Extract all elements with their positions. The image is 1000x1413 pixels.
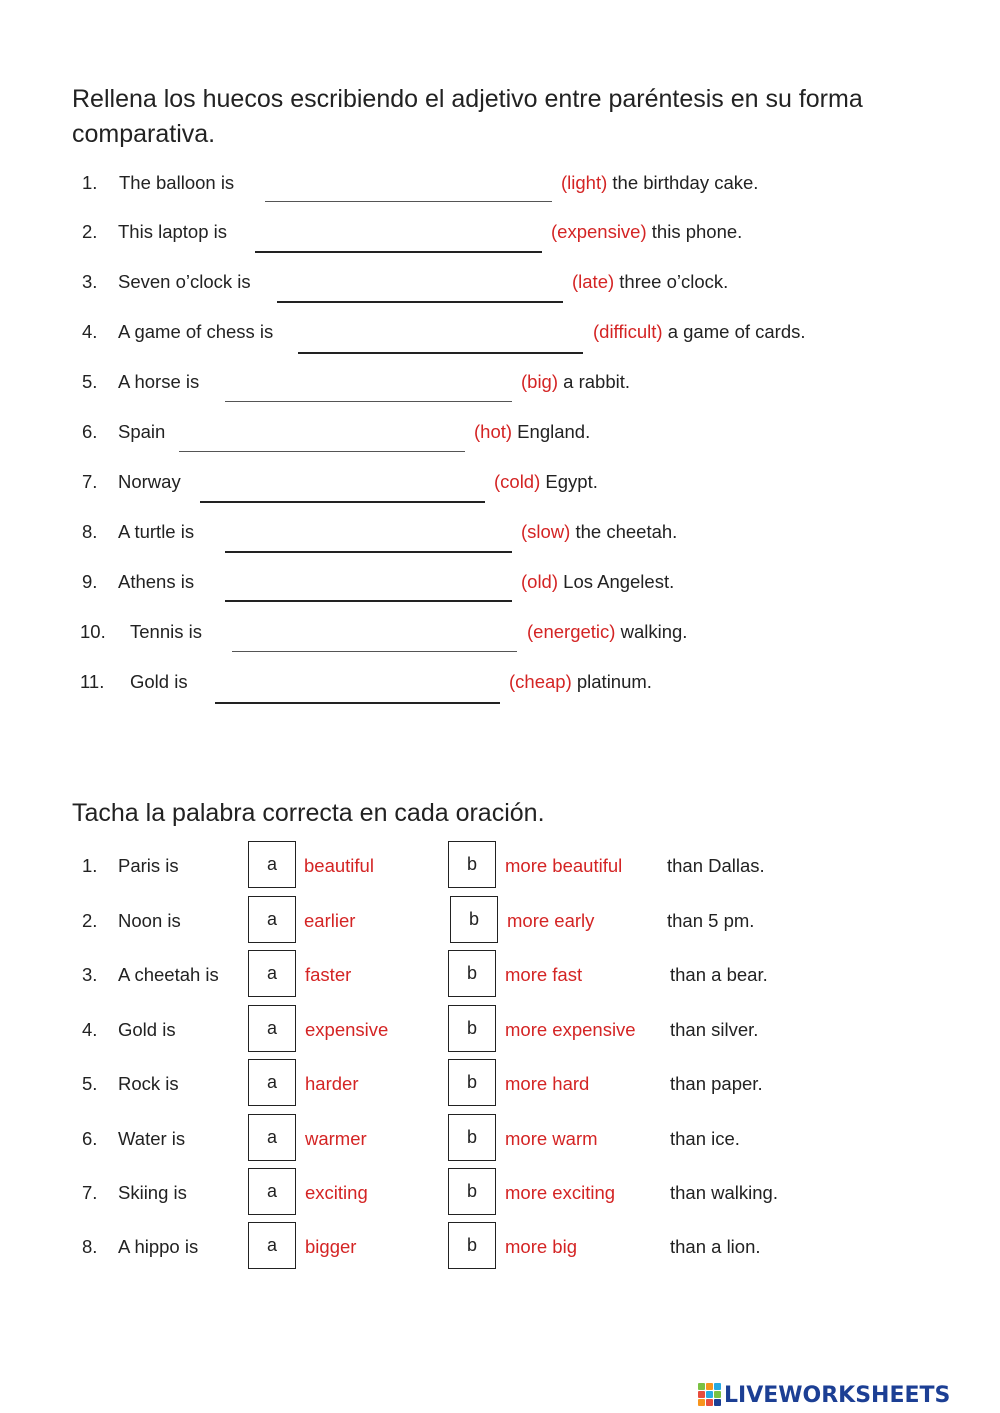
option-a-word[interactable]: beautiful xyxy=(304,855,374,876)
item-rest: three o’clock. xyxy=(614,271,729,292)
item-tail xyxy=(474,417,590,447)
item-rest: the birthday cake. xyxy=(607,172,759,193)
item-rest: a rabbit. xyxy=(558,371,631,392)
fill-item-3 xyxy=(0,267,1000,297)
option-a-box[interactable]: a xyxy=(248,841,296,888)
fill-item-10 xyxy=(0,617,1000,647)
logo-square-red-2 xyxy=(706,1399,713,1406)
item-number: 2. xyxy=(82,910,98,931)
item-tail xyxy=(521,567,674,597)
item-rest: platinum. xyxy=(571,671,652,692)
option-a-box[interactable]: a xyxy=(248,1005,296,1052)
fill-item-4 xyxy=(0,317,1000,347)
item-number: 7. xyxy=(82,471,98,492)
answer-input-2[interactable] xyxy=(255,223,542,253)
answer-input-9[interactable] xyxy=(225,572,512,602)
adjective-hint: (big) xyxy=(521,371,559,392)
adjective-hint: (old) xyxy=(521,571,559,592)
answer-input-7[interactable] xyxy=(200,473,485,503)
logo-mark-icon xyxy=(698,1383,722,1407)
item-number: 10. xyxy=(80,621,106,642)
adjective-hint: (expensive) xyxy=(551,221,647,242)
item-tail xyxy=(521,517,677,547)
item-number: 2. xyxy=(82,221,98,242)
logo-square-green xyxy=(698,1383,705,1390)
logo-square-green-2 xyxy=(714,1391,721,1398)
item-stem: A game of chess is xyxy=(118,321,274,342)
option-a-box[interactable]: a xyxy=(248,1168,296,1215)
choice-item-5 xyxy=(0,1059,1000,1109)
answer-input-8[interactable] xyxy=(225,523,512,553)
option-a-box[interactable]: a xyxy=(248,950,296,997)
logo-square-orange-2 xyxy=(698,1399,705,1406)
answer-input-6[interactable] xyxy=(179,422,465,452)
item-stem: Noon is xyxy=(118,910,181,931)
item-stem: A cheetah is xyxy=(118,964,219,985)
choice-item-7 xyxy=(0,1168,1000,1218)
item-rest: this phone. xyxy=(646,221,743,242)
item-than: than silver. xyxy=(670,1019,759,1040)
item-than: than a bear. xyxy=(670,964,768,985)
section1-title: Rellena los huecos escribiendo el adjetivo entre paréntesis en su forma comparativa. xyxy=(72,85,863,148)
item-than: than Dallas. xyxy=(667,855,765,876)
option-b-word[interactable]: more fast xyxy=(505,964,583,985)
adjective-hint: (hot) xyxy=(474,421,513,442)
option-b-word[interactable]: more big xyxy=(505,1236,577,1257)
item-number: 7. xyxy=(82,1182,98,1203)
item-number: 6. xyxy=(82,421,98,442)
item-number: 9. xyxy=(82,571,98,592)
option-a-word[interactable]: warmer xyxy=(305,1128,367,1149)
item-rest: England. xyxy=(512,421,591,442)
item-than: than walking. xyxy=(670,1182,778,1203)
logo-text: LIVEWORKSHEETS xyxy=(724,1382,951,1408)
item-stem: Water is xyxy=(118,1128,186,1149)
item-stem: Athens is xyxy=(118,571,195,592)
option-a-box[interactable]: a xyxy=(248,1114,296,1161)
item-tail xyxy=(551,217,742,247)
item-number: 6. xyxy=(82,1128,98,1149)
choice-item-3 xyxy=(0,950,1000,1000)
option-a-word[interactable]: exciting xyxy=(305,1182,368,1203)
item-number: 5. xyxy=(82,1073,98,1094)
option-a-word[interactable]: faster xyxy=(305,964,352,985)
logo-square-blue xyxy=(714,1383,721,1390)
option-b-box[interactable]: b xyxy=(448,1114,496,1161)
item-stem: Tennis is xyxy=(130,621,202,642)
item-tail xyxy=(494,467,598,497)
item-number: 5. xyxy=(82,371,98,392)
item-rest: a game of cards. xyxy=(662,321,806,342)
answer-input-1[interactable] xyxy=(265,172,552,202)
item-tail xyxy=(527,617,687,647)
section2-title: Tacha la palabra correcta en cada oración. xyxy=(72,799,545,827)
option-a-word[interactable]: earlier xyxy=(304,910,356,931)
option-b-box[interactable]: b xyxy=(448,1059,496,1106)
answer-input-5[interactable] xyxy=(225,372,512,402)
adjective-hint: (difficult) xyxy=(593,321,663,342)
item-tail xyxy=(509,667,652,697)
option-b-box[interactable]: b xyxy=(448,950,496,997)
answer-input-3[interactable] xyxy=(277,273,563,303)
option-b-word[interactable]: more beautiful xyxy=(505,855,623,876)
item-stem: A horse is xyxy=(118,371,200,392)
item-rest: the cheetah. xyxy=(570,521,678,542)
item-stem: Norway xyxy=(118,471,181,492)
answer-input-11[interactable] xyxy=(215,674,500,704)
option-a-box[interactable]: a xyxy=(248,1222,296,1269)
item-stem: Gold is xyxy=(118,1019,176,1040)
option-b-box[interactable]: b xyxy=(448,1005,496,1052)
option-b-box[interactable]: b xyxy=(450,896,498,943)
fill-item-7 xyxy=(0,467,1000,497)
option-b-word[interactable]: more early xyxy=(507,910,595,931)
liveworksheets-logo xyxy=(698,1380,950,1410)
item-stem: A hippo is xyxy=(118,1236,199,1257)
option-b-box[interactable]: b xyxy=(448,1222,496,1269)
item-than: than a lion. xyxy=(670,1236,761,1257)
item-number: 4. xyxy=(82,321,98,342)
logo-square-blue-3 xyxy=(714,1399,721,1406)
adjective-hint: (light) xyxy=(561,172,608,193)
item-tail xyxy=(572,267,728,297)
item-than: than paper. xyxy=(670,1073,763,1094)
item-than: than 5 pm. xyxy=(667,910,755,931)
item-tail xyxy=(561,168,758,198)
item-rest: Los Angelest. xyxy=(558,571,675,592)
fill-item-2 xyxy=(0,217,1000,247)
choice-item-4 xyxy=(0,1005,1000,1055)
option-b-word[interactable]: more warm xyxy=(505,1128,598,1149)
item-number: 3. xyxy=(82,964,98,985)
item-stem: Paris is xyxy=(118,855,179,876)
adjective-hint: (cheap) xyxy=(509,671,572,692)
fill-item-1 xyxy=(0,168,1000,198)
item-stem: Gold is xyxy=(130,671,188,692)
option-a-word[interactable]: bigger xyxy=(305,1236,357,1257)
answer-input-4[interactable] xyxy=(298,324,583,354)
choice-item-8 xyxy=(0,1222,1000,1272)
adjective-hint: (cold) xyxy=(494,471,541,492)
item-stem: This laptop is xyxy=(118,221,227,242)
option-a-box[interactable]: a xyxy=(248,1059,296,1106)
option-b-word[interactable]: more hard xyxy=(505,1073,590,1094)
option-b-box[interactable]: b xyxy=(448,841,496,888)
item-tail xyxy=(593,317,806,347)
item-number: 11. xyxy=(80,671,105,692)
item-rest: Egypt. xyxy=(540,471,598,492)
item-number: 3. xyxy=(82,271,98,292)
fill-item-6 xyxy=(0,417,1000,447)
answer-input-10[interactable] xyxy=(232,622,517,652)
item-stem: Spain xyxy=(118,421,166,442)
fill-item-5 xyxy=(0,367,1000,397)
item-stem: Skiing is xyxy=(118,1182,187,1203)
item-number: 1. xyxy=(82,855,98,876)
item-number: 1. xyxy=(82,172,98,193)
item-rest: walking. xyxy=(615,621,688,642)
option-b-box[interactable]: b xyxy=(448,1168,496,1215)
fill-item-11 xyxy=(0,667,1000,697)
item-number: 4. xyxy=(82,1019,98,1040)
option-b-word[interactable]: more expensive xyxy=(505,1019,636,1040)
choice-item-1 xyxy=(0,841,1000,891)
item-stem: Rock is xyxy=(118,1073,179,1094)
item-number: 8. xyxy=(82,1236,98,1257)
fill-item-9 xyxy=(0,567,1000,597)
item-number: 8. xyxy=(82,521,98,542)
option-b-word[interactable]: more exciting xyxy=(505,1182,616,1203)
logo-square-blue-2 xyxy=(706,1391,713,1398)
choice-item-6 xyxy=(0,1114,1000,1164)
option-a-word[interactable]: expensive xyxy=(305,1019,389,1040)
item-than: than ice. xyxy=(670,1128,740,1149)
adjective-hint: (late) xyxy=(572,271,615,292)
adjective-hint: (slow) xyxy=(521,521,571,542)
option-a-box[interactable]: a xyxy=(248,896,296,943)
item-stem: A turtle is xyxy=(118,521,195,542)
item-stem: The balloon is xyxy=(119,172,235,193)
logo-square-orange xyxy=(706,1383,713,1390)
item-stem: Seven o’clock is xyxy=(118,271,251,292)
option-a-word[interactable]: harder xyxy=(305,1073,359,1094)
item-tail xyxy=(521,367,630,397)
fill-item-8 xyxy=(0,517,1000,547)
choice-item-2 xyxy=(0,896,1000,946)
adjective-hint: (energetic) xyxy=(527,621,616,642)
logo-square-red xyxy=(698,1391,705,1398)
